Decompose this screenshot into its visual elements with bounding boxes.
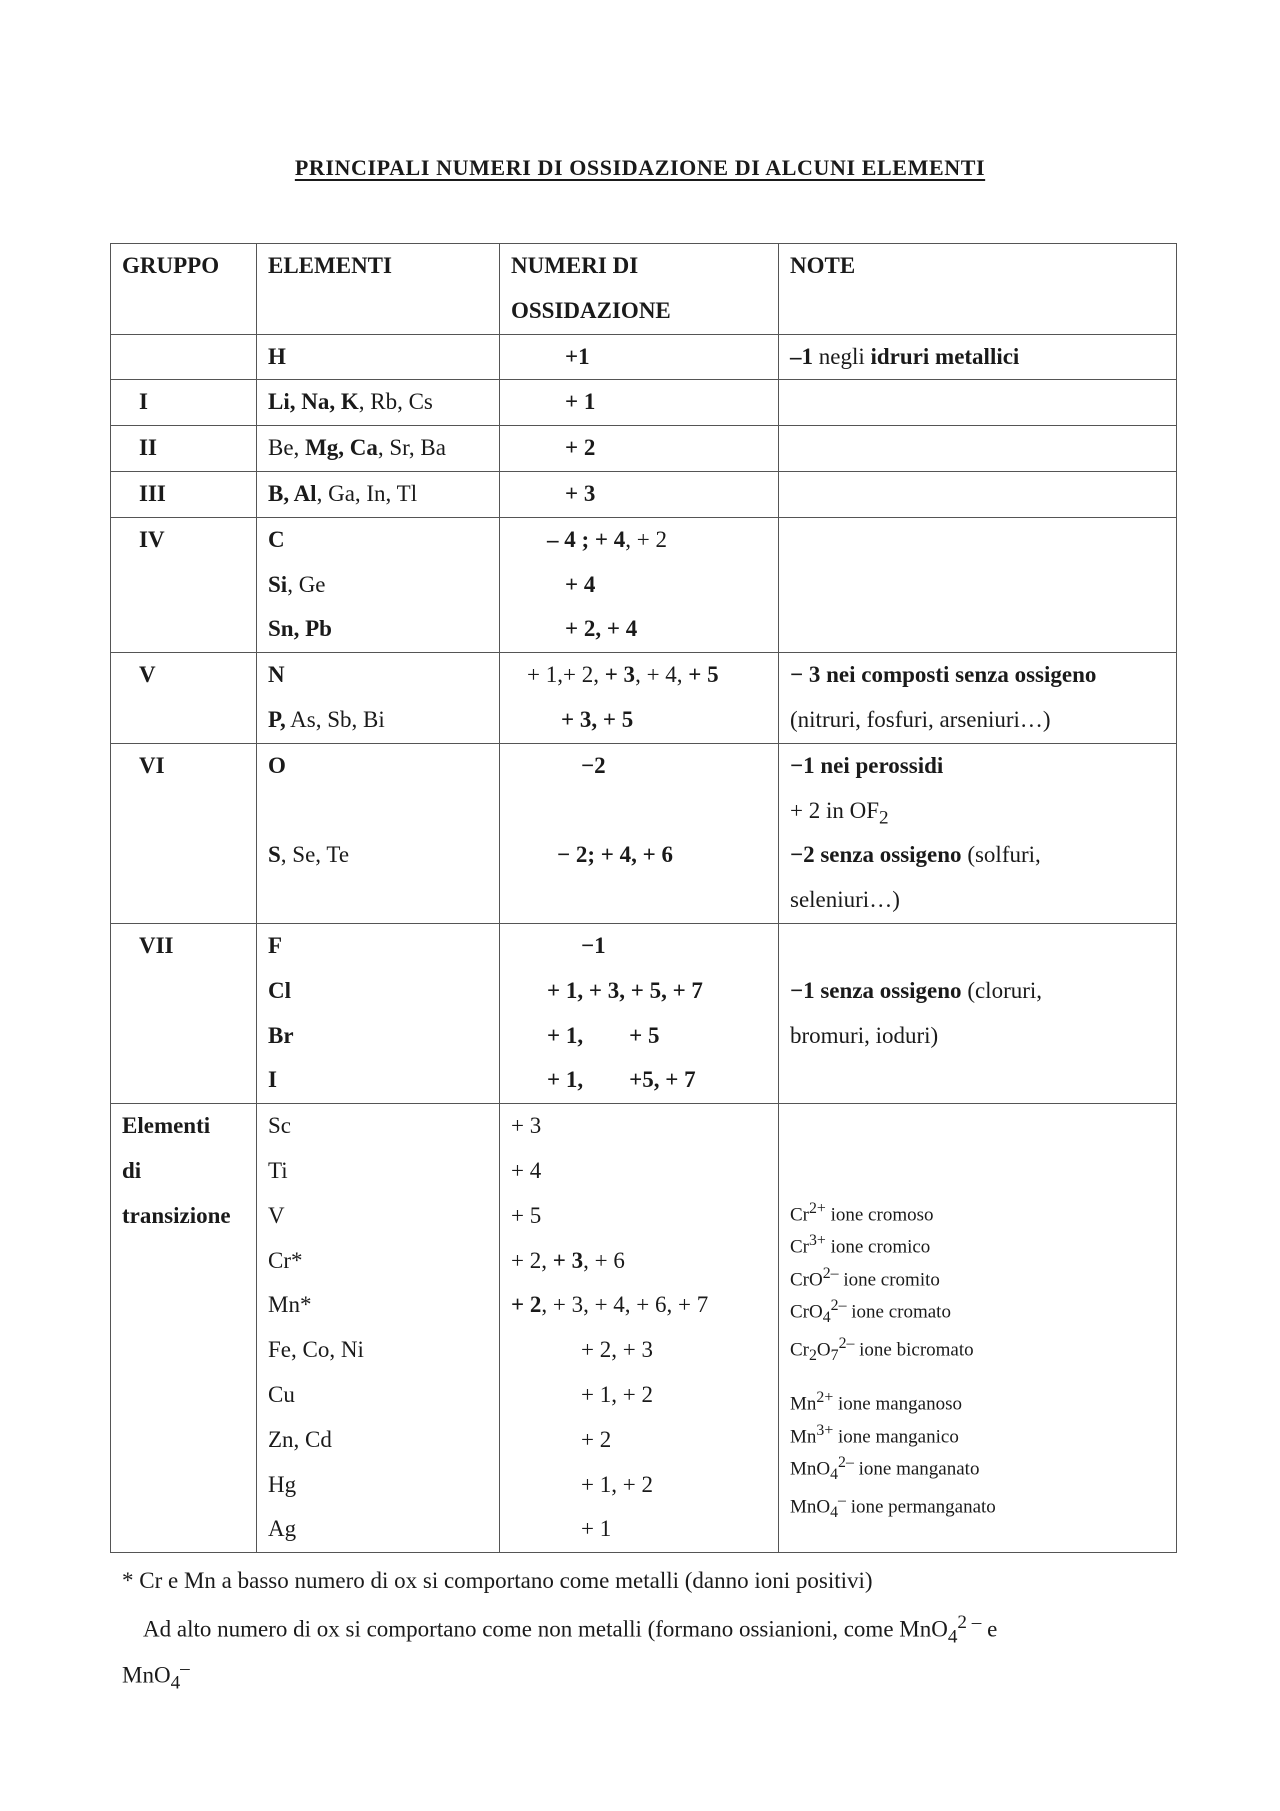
group-cell: VII <box>111 923 257 1103</box>
ox-cell: +1 <box>500 334 779 380</box>
note-cell: − 3 nei composti senza ossigeno (nitruri, fosfuri, arseniuri…) <box>779 653 1177 744</box>
group-cell: II <box>111 426 257 472</box>
footnote-line-1: * Cr e Mn a basso numero di ox si comportano come metalli (danno ioni positivi) <box>122 1568 873 1593</box>
ox-cell: + 1 <box>500 380 779 426</box>
group-cell: VI <box>111 743 257 923</box>
table-row <box>111 923 1177 1103</box>
ox-cell: −2 − 2; + 4, + 6 <box>500 743 779 923</box>
element-cell: C Si, Ge Sn, Pb <box>257 517 500 652</box>
note-cell: −1 senza ossigeno (cloruri, bromuri, ioduri) <box>779 923 1177 1103</box>
ox-cell: + 3 + 4 + 5 + 2, + 3, + 6 + 2, + 3, + 4, + 6, + 7 + 2, + 3 + 1, + 2 + 2 + 1, + 2 + 1 <box>500 1104 779 1553</box>
group-cell: I <box>111 380 257 426</box>
header-numeri: NUMERI DI OSSIDAZIONE <box>500 244 779 335</box>
group-cell: IV <box>111 517 257 652</box>
note-cell: –1 negli idruri metallici <box>779 334 1177 380</box>
element-cell: Li, Na, K, Rb, Cs <box>257 380 500 426</box>
oxidation-table <box>110 243 1177 1553</box>
group-cell: III <box>111 471 257 517</box>
table-row <box>111 653 1177 744</box>
table-header-row <box>111 244 1177 335</box>
table-row <box>111 334 1177 380</box>
group-cell: V <box>111 653 257 744</box>
table-row <box>111 1104 1177 1553</box>
ox-cell: + 3 <box>500 471 779 517</box>
ox-cell: −1 + 1, + 3, + 5, + 7 + 1, + 5 + 1, +5, + 7 <box>500 923 779 1103</box>
header-gruppo: GRUPPO <box>111 244 257 335</box>
note-cell: $Cr^{2+}$ ione cromoso $Cr^{3+}$ ione cromico CrO$^{2-}$ ione cromito CrO$_4^{2-}$ ione cromato $Cr_2O_7^{2-}$ ione bicromato $Mn^{2+}$ ione manganoso $Mn^{3+}$ ione manganico MnO$_4^{2-}$ ione manganato MnO$_4$– ione permanganato <box>779 1104 1177 1553</box>
table-row <box>111 517 1177 652</box>
footnote-line-3: MnO$_4$– <box>122 1658 190 1694</box>
table-row <box>111 471 1177 517</box>
table-row <box>111 743 1177 923</box>
header-elementi: ELEMENTI <box>257 244 500 335</box>
group-cell: Elementi di transizione <box>111 1104 257 1553</box>
element-cell: B, Al, Ga, In, Tl <box>257 471 500 517</box>
table-row <box>111 380 1177 426</box>
table-row <box>111 426 1177 472</box>
ox-cell: – 4 ; + 4, + 2 + 4 + 2, + 4 <box>500 517 779 652</box>
note-cell: −1 nei perossidi + 2 in $OF_2$ −2 senza ossigeno (solfuri, seleniuri…) <box>779 743 1177 923</box>
element-cell: H <box>257 334 500 380</box>
footnote-line-2: Ad alto numero di ox si comportano come non metalli (formano ossianioni, come MnO$_4^{2 -}$ e <box>143 1612 998 1648</box>
element-cell: Be, Mg, Ca, Sr, Ba <box>257 426 500 472</box>
header-note: NOTE <box>779 244 1177 335</box>
ox-cell: + 2 <box>500 426 779 472</box>
element-cell: N P, As, Sb, Bi <box>257 653 500 744</box>
element-cell: Sc Ti V Cr* Mn* Fe, Co, Ni Cu Zn, Cd Hg Ag <box>257 1104 500 1553</box>
element-cell: F Cl Br I <box>257 923 500 1103</box>
page-title: PRINCIPALI NUMERI DI OSSIDAZIONE DI ALCUNI ELEMENTI <box>294 155 986 180</box>
element-cell: O S, Se, Te <box>257 743 500 923</box>
ox-cell: + 1,+ 2, + 3, + 4, + 5 + 3, + 5 <box>500 653 779 744</box>
